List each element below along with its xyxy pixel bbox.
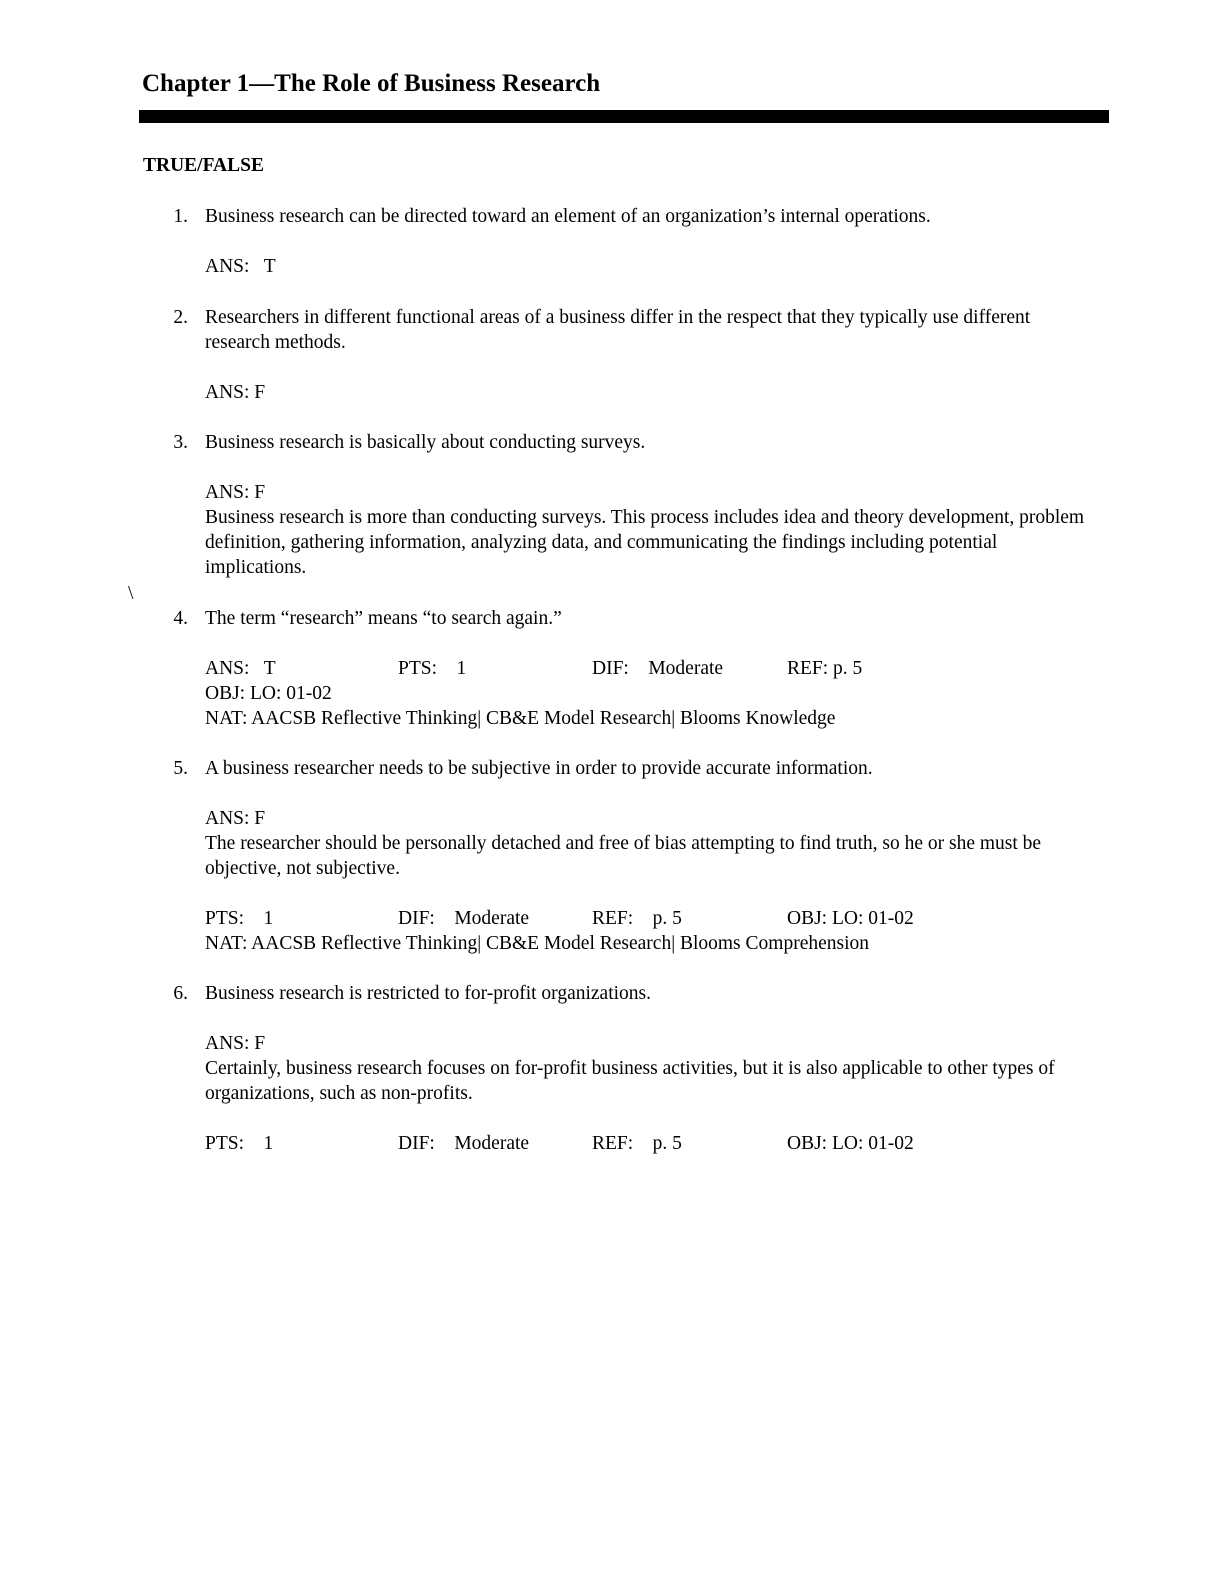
stray-backslash: \ xyxy=(128,583,134,604)
meta-ref: REF: p. 5 xyxy=(787,658,863,679)
meta-dif: DIF: Moderate xyxy=(398,1133,530,1154)
meta-ref: REF: p. 5 xyxy=(592,1133,682,1154)
answer-line: ANS: F xyxy=(205,482,266,503)
section-heading: TRUE/FALSE xyxy=(143,155,264,176)
question-text: The term “research” means “to search again.” xyxy=(205,608,562,629)
meta-pts: PTS: 1 xyxy=(398,658,467,679)
question-text: Business research can be directed toward an element of an organization’s internal operations. xyxy=(205,206,931,227)
question-text: Researchers in different functional areas of a business differ in the respect that they typically use different research methods. xyxy=(205,307,1031,353)
meta-obj: OBJ: LO: 01-02 xyxy=(205,683,332,704)
question-number: 5. xyxy=(173,758,188,779)
answer-feedback: The researcher should be personally detached and free of bias attempting to find truth, so he or she must be objective, not subjective. xyxy=(205,833,1042,879)
question-text: A business researcher needs to be subjective in order to provide accurate information. xyxy=(205,758,873,779)
meta-ref: REF: p. 5 xyxy=(592,908,682,929)
meta-nat: NAT: AACSB Reflective Thinking| CB&E Model Research| Blooms Knowledge xyxy=(205,708,836,729)
page-title: Chapter 1—The Role of Business Research xyxy=(142,70,601,97)
answer-line: ANS: F xyxy=(205,808,266,829)
question-number: 4. xyxy=(173,608,188,629)
meta-obj: OBJ: LO: 01-02 xyxy=(787,908,914,929)
meta-pts: PTS: 1 xyxy=(205,1133,274,1154)
question-text: Business research is restricted to for-profit organizations. xyxy=(205,983,651,1004)
title-rule xyxy=(139,110,1109,123)
answer-feedback: Business research is more than conducting surveys. This process includes idea and theory development, problem definition, gathering information, analyzing data, and communicating the findings including potential implications. xyxy=(205,507,1085,578)
meta-dif: DIF: Moderate xyxy=(592,658,724,679)
meta-nat: NAT: AACSB Reflective Thinking| CB&E Model Research| Blooms Comprehension xyxy=(205,933,870,954)
meta-pts: PTS: 1 xyxy=(205,908,274,929)
question-number: 6. xyxy=(173,983,188,1004)
question-number: 2. xyxy=(173,307,188,328)
answer-line: ANS: T xyxy=(205,256,276,277)
answer-line: ANS: F xyxy=(205,382,266,403)
meta-dif: DIF: Moderate xyxy=(398,908,530,929)
answer-feedback: Certainly, business research focuses on for-profit business activities, but it is also applicable to other types of organizations, such as non-profits. xyxy=(205,1058,1055,1104)
question-number: 1. xyxy=(173,206,188,227)
answer-line: ANS: T xyxy=(205,658,276,679)
question-number: 3. xyxy=(173,432,188,453)
meta-obj: OBJ: LO: 01-02 xyxy=(787,1133,914,1154)
question-text: Business research is basically about conducting surveys. xyxy=(205,432,646,453)
answer-line: ANS: F xyxy=(205,1033,266,1054)
